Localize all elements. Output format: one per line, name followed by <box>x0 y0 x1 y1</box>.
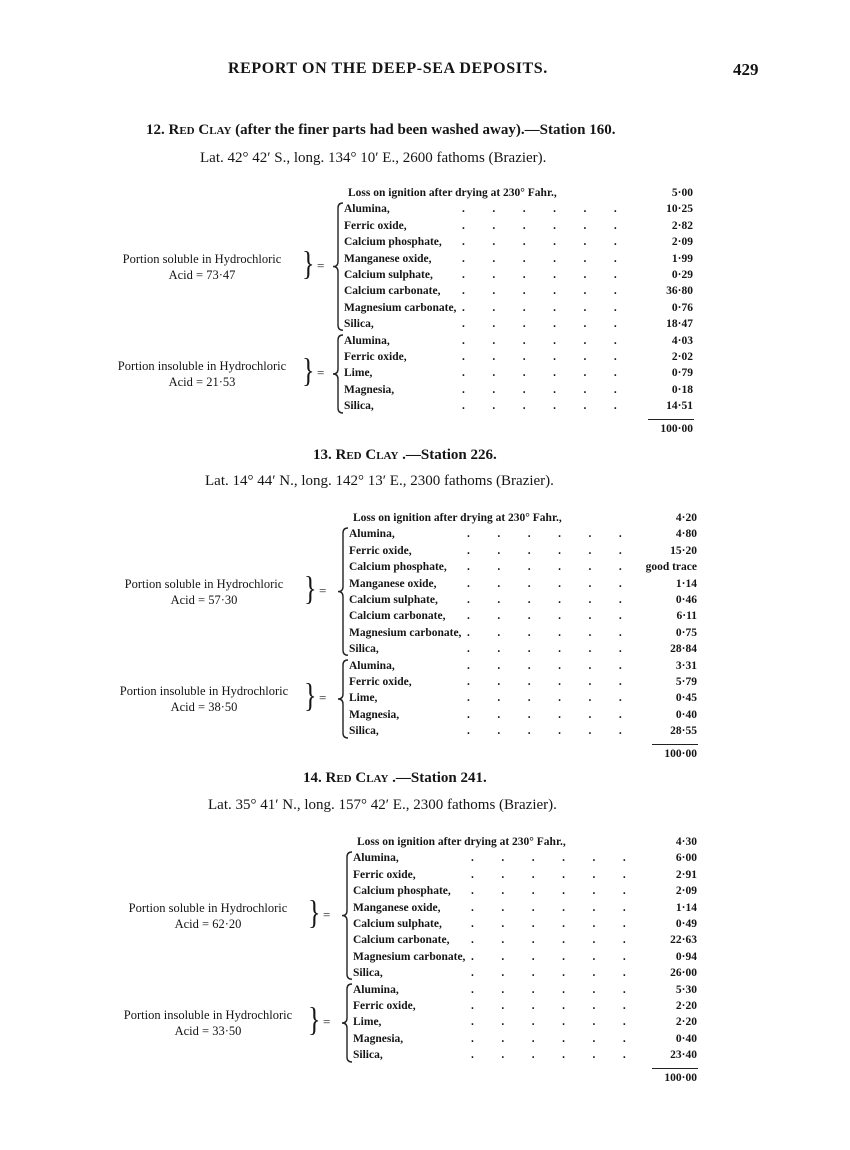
leader-dots: . . . . . . <box>467 692 623 705</box>
leader-dots: . . . . . . <box>471 852 627 865</box>
soluble-row-value: 36·80 <box>666 285 693 298</box>
sample-number: 13. <box>313 447 332 463</box>
soluble-row <box>353 867 697 883</box>
insoluble-row-value: 5·79 <box>675 676 697 688</box>
insoluble-row-value: 0·40 <box>675 1032 697 1045</box>
soluble-row-name: Silica, <box>349 643 379 656</box>
leader-dots: . . . . . . <box>462 285 618 298</box>
loss-on-ignition-row <box>348 185 693 201</box>
leader-dots: . . . . . . <box>462 400 618 413</box>
soluble-row-value: 2·09 <box>671 236 693 249</box>
insoluble-row-value: 4·03 <box>671 334 693 347</box>
portion-title: Portion soluble in Hydrochloric <box>124 577 284 591</box>
soluble-row-value: 1·14 <box>675 577 697 590</box>
soluble-row <box>349 559 697 575</box>
loss-on-ignition-row <box>353 510 697 526</box>
leader-dots: . . . . . . <box>471 967 627 980</box>
leader-dots: . . . . . . <box>471 1000 627 1012</box>
soluble-row-name: Magnesium carbonate, <box>344 301 457 314</box>
location-line: Lat. 42° 42′ S., long. 134° 10′ E., 2600 fathoms (Brazier). <box>200 150 547 166</box>
equals-sign: = <box>323 1013 331 1029</box>
soluble-row-value: 2·91 <box>675 868 697 881</box>
insoluble-row-name: Magnesia, <box>344 383 395 396</box>
leader-dots: . . . . . . <box>462 383 618 396</box>
portion-title: Portion insoluble in Hydrochloric <box>119 683 289 698</box>
sample-number: 12. <box>146 122 165 138</box>
leader-dots: . . . . . . <box>467 561 623 574</box>
location-line: Lat. 35° 41′ N., long. 157° 42′ E., 2300 fathoms (Brazier). <box>208 797 557 813</box>
closing-brace-icon: } <box>304 676 317 714</box>
soluble-row-name: Ferric oxide, <box>349 544 412 557</box>
equals-sign: = <box>319 583 327 598</box>
soluble-row-value: 2·82 <box>671 219 693 232</box>
soluble-row <box>344 234 693 250</box>
leader-dots: . . . . . . <box>471 1016 627 1029</box>
insoluble-row <box>344 382 693 398</box>
insoluble-row <box>349 690 697 706</box>
leader-dots: . . . . . . <box>462 236 618 249</box>
soluble-row-value: 0·75 <box>675 626 697 639</box>
closing-brace-icon: } <box>308 893 321 932</box>
brace-icon <box>341 983 353 1065</box>
sample-heading <box>146 122 615 139</box>
soluble-row <box>349 592 697 608</box>
soluble-row-name: Manganese oxide, <box>353 901 441 914</box>
soluble-row-name: Calcium phosphate, <box>353 885 451 898</box>
insoluble-row <box>349 707 697 723</box>
insoluble-row <box>353 982 697 998</box>
leader-dots: . . . . . . <box>471 950 627 963</box>
portion-acid-total: Acid = 21·53 <box>168 374 236 389</box>
soluble-row-value: 15·20 <box>670 544 697 557</box>
sample-number: 14. <box>303 770 322 786</box>
leader-dots: . . . . . . <box>462 367 618 380</box>
leader-dots: . . . . . . <box>467 659 623 672</box>
total-rule <box>652 744 698 745</box>
total-rule <box>648 419 694 420</box>
insoluble-row-value: 0·40 <box>675 708 697 721</box>
soluble-row <box>349 543 697 559</box>
soluble-row-name: Calcium carbonate, <box>353 934 450 947</box>
soluble-row-value: 1·14 <box>675 901 697 914</box>
soluble-portion-label <box>100 251 304 283</box>
insoluble-row <box>353 998 697 1014</box>
station-info: .—Station 241. <box>392 770 487 786</box>
brace-icon <box>341 851 353 982</box>
soluble-row <box>353 949 697 965</box>
leader-dots: . . . . . . <box>467 577 623 590</box>
soluble-row-value: 6·00 <box>675 852 697 865</box>
soluble-row-name: Manganese oxide, <box>349 577 437 590</box>
insoluble-row-name: Silica, <box>349 725 379 738</box>
loss-label: Loss on ignition after drying at 230° Fahr., <box>357 836 566 848</box>
leader-dots: . . . . . . <box>471 868 627 881</box>
soluble-row <box>344 283 693 299</box>
insoluble-portion-label <box>102 683 306 715</box>
brace-icon <box>337 527 349 658</box>
portion-acid-total: Acid = 73·47 <box>168 268 236 282</box>
soluble-row <box>353 916 697 932</box>
closing-brace-icon: } <box>302 351 315 389</box>
brace-icon <box>337 659 349 741</box>
leader-dots: . . . . . . <box>467 676 623 688</box>
insoluble-row-name: Ferric oxide, <box>349 676 412 688</box>
leader-dots: . . . . . . <box>467 626 623 639</box>
brace-icon <box>332 202 344 333</box>
leader-dots: . . . . . . <box>467 643 623 656</box>
total-value: 100·00 <box>660 423 693 435</box>
soluble-row-value: 4·80 <box>675 528 697 541</box>
leader-dots: . . . . . . <box>471 918 627 930</box>
soluble-row <box>353 850 697 866</box>
soluble-row-name: Calcium carbonate, <box>349 610 446 623</box>
portion-acid-total: Acid = 38·50 <box>170 699 238 714</box>
soluble-row-name: Magnesium carbonate, <box>353 950 466 963</box>
soluble-row-name: Ferric oxide, <box>344 219 407 232</box>
leader-dots: . . . . . . <box>471 934 627 947</box>
loss-label: Loss on ignition after drying at 230° Fahr., <box>353 512 562 524</box>
insoluble-row-value: 0·18 <box>671 383 693 396</box>
soluble-row-value: 2·09 <box>675 885 697 898</box>
insoluble-row-value: 28·55 <box>670 725 697 738</box>
soluble-row <box>349 625 697 641</box>
leader-dots: . . . . . . <box>462 301 618 314</box>
insoluble-row <box>344 365 693 381</box>
insoluble-portion-label <box>106 1007 310 1039</box>
leader-dots: . . . . . . <box>462 203 618 216</box>
leader-dots: . . . . . . <box>471 901 627 914</box>
leader-dots: . . . . . . <box>467 544 623 557</box>
soluble-row-name: Manganese oxide, <box>344 252 432 265</box>
insoluble-row-value: 14·51 <box>666 400 693 413</box>
insoluble-row-name: Alumina, <box>353 983 399 996</box>
soluble-row-name: Calcium phosphate, <box>344 236 442 249</box>
leader-dots: . . . . . . <box>467 708 623 721</box>
station-info: (after the finer parts had been washed away).—Station 160. <box>235 122 616 138</box>
leader-dots: . . . . . . <box>471 1049 627 1062</box>
insoluble-portion-label <box>100 358 304 390</box>
soluble-row-value: 0·76 <box>671 301 693 314</box>
closing-brace-icon: } <box>304 569 317 608</box>
loss-value: 5·00 <box>671 187 693 199</box>
sample-heading <box>313 447 497 464</box>
deposit-type: Red Clay <box>335 447 399 463</box>
leader-dots: . . . . . . <box>462 351 618 363</box>
sample-heading <box>303 770 487 787</box>
soluble-row-value: 26·00 <box>670 967 697 980</box>
insoluble-row <box>349 658 697 674</box>
soluble-row-value: 0·29 <box>671 269 693 281</box>
closing-brace-icon: } <box>308 1000 321 1038</box>
insoluble-row-value: 0·79 <box>671 367 693 380</box>
portion-title: Portion insoluble in Hydrochloric <box>123 1007 293 1022</box>
insoluble-row-value: 23·40 <box>670 1049 697 1062</box>
soluble-row-name: Magnesium carbonate, <box>349 626 462 639</box>
insoluble-row-value: 2·02 <box>671 351 693 363</box>
soluble-row-name: Alumina, <box>344 203 390 216</box>
loss-value: 4·20 <box>675 512 697 524</box>
insoluble-row <box>349 674 697 690</box>
insoluble-row-value: 3·31 <box>675 659 697 672</box>
soluble-row <box>344 201 693 217</box>
total-value: 100·00 <box>664 1072 697 1084</box>
loss-value: 4·30 <box>675 836 697 848</box>
soluble-row <box>353 883 697 899</box>
soluble-row-value: 1·99 <box>671 252 693 265</box>
soluble-row-value: 0·94 <box>675 950 697 963</box>
equals-sign: = <box>323 907 331 922</box>
soluble-row-value: good trace <box>645 561 697 574</box>
soluble-row-name: Calcium carbonate, <box>344 285 441 298</box>
deposit-type: Red Clay <box>168 122 232 138</box>
leader-dots: . . . . . . <box>462 334 618 347</box>
soluble-portion-label <box>106 900 310 932</box>
soluble-row-name: Calcium sulphate, <box>344 269 433 281</box>
equals-sign: = <box>317 364 325 380</box>
leader-dots: . . . . . . <box>462 318 618 331</box>
deposit-type: Red Clay <box>325 770 389 786</box>
leader-dots: . . . . . . <box>462 252 618 265</box>
leader-dots: . . . . . . <box>471 885 627 898</box>
insoluble-row <box>344 349 693 365</box>
page-number: 429 <box>733 60 759 79</box>
insoluble-row-name: Ferric oxide, <box>353 1000 416 1012</box>
insoluble-row-value: 2·20 <box>675 1000 697 1012</box>
insoluble-row-name: Lime, <box>344 367 373 380</box>
loss-on-ignition-row <box>357 834 697 850</box>
insoluble-row-name: Lime, <box>349 692 378 705</box>
insoluble-row <box>344 398 693 414</box>
soluble-row <box>349 608 697 624</box>
insoluble-row <box>353 1014 697 1030</box>
soluble-row <box>344 316 693 332</box>
soluble-row <box>353 932 697 948</box>
loss-label: Loss on ignition after drying at 230° Fahr., <box>348 187 557 199</box>
soluble-row-name: Calcium sulphate, <box>349 594 438 606</box>
insoluble-row-name: Ferric oxide, <box>344 351 407 363</box>
running-title: REPORT ON THE DEEP-SEA DEPOSITS. <box>228 60 548 77</box>
soluble-row-name: Alumina, <box>353 852 399 865</box>
equals-sign: = <box>317 258 325 273</box>
total-value: 100·00 <box>664 748 697 760</box>
soluble-row <box>353 965 697 981</box>
insoluble-row-name: Silica, <box>353 1049 383 1062</box>
soluble-row-name: Ferric oxide, <box>353 868 416 881</box>
total-rule <box>652 1068 698 1069</box>
insoluble-row <box>353 1031 697 1047</box>
insoluble-row-name: Alumina, <box>349 659 395 672</box>
leader-dots: . . . . . . <box>462 269 618 281</box>
station-info: .—Station 226. <box>402 447 497 463</box>
soluble-row-name: Silica, <box>344 318 374 331</box>
insoluble-row <box>349 723 697 739</box>
insoluble-row-name: Silica, <box>344 400 374 413</box>
soluble-row-value: 28·84 <box>670 643 697 656</box>
soluble-row <box>344 251 693 267</box>
portion-acid-total: Acid = 62·20 <box>174 917 242 931</box>
soluble-row <box>349 526 697 542</box>
insoluble-row-value: 5·30 <box>675 983 697 996</box>
leader-dots: . . . . . . <box>462 219 618 232</box>
soluble-row-name: Silica, <box>353 967 383 980</box>
soluble-row-name: Calcium phosphate, <box>349 561 447 574</box>
leader-dots: . . . . . . <box>467 528 623 541</box>
soluble-row <box>344 300 693 316</box>
soluble-row-value: 10·25 <box>666 203 693 216</box>
soluble-row-value: 0·49 <box>675 918 697 930</box>
portion-acid-total: Acid = 33·50 <box>174 1023 242 1038</box>
portion-title: Portion insoluble in Hydrochloric <box>117 358 287 373</box>
portion-title: Portion soluble in Hydrochloric <box>128 901 288 915</box>
soluble-row <box>353 900 697 916</box>
soluble-row-name: Alumina, <box>349 528 395 541</box>
leader-dots: . . . . . . <box>467 725 623 738</box>
insoluble-row-name: Lime, <box>353 1016 382 1029</box>
soluble-row-value: 6·11 <box>676 610 697 623</box>
soluble-row <box>344 267 693 283</box>
soluble-row <box>349 641 697 657</box>
insoluble-row-name: Magnesia, <box>349 708 400 721</box>
insoluble-row-name: Alumina, <box>344 334 390 347</box>
soluble-row-value: 0·46 <box>675 594 697 606</box>
leader-dots: . . . . . . <box>467 594 623 606</box>
leader-dots: . . . . . . <box>471 983 627 996</box>
soluble-row <box>344 218 693 234</box>
soluble-row-value: 22·63 <box>670 934 697 947</box>
leader-dots: . . . . . . <box>471 1032 627 1045</box>
insoluble-row-value: 2·20 <box>675 1016 697 1029</box>
portion-acid-total: Acid = 57·30 <box>170 593 238 607</box>
soluble-portion-label <box>102 576 306 608</box>
brace-icon <box>332 334 344 416</box>
page-header <box>0 60 850 84</box>
closing-brace-icon: } <box>302 244 315 283</box>
soluble-row-value: 18·47 <box>666 318 693 331</box>
equals-sign: = <box>319 689 327 705</box>
portion-title: Portion soluble in Hydrochloric <box>122 252 282 266</box>
location-line: Lat. 14° 44′ N., long. 142° 13′ E., 2300 fathoms (Brazier). <box>205 473 554 489</box>
insoluble-row-value: 0·45 <box>675 692 697 705</box>
soluble-row-name: Calcium sulphate, <box>353 918 442 930</box>
leader-dots: . . . . . . <box>467 610 623 623</box>
insoluble-row <box>344 333 693 349</box>
soluble-row <box>349 576 697 592</box>
insoluble-row-name: Magnesia, <box>353 1032 404 1045</box>
insoluble-row <box>353 1047 697 1063</box>
